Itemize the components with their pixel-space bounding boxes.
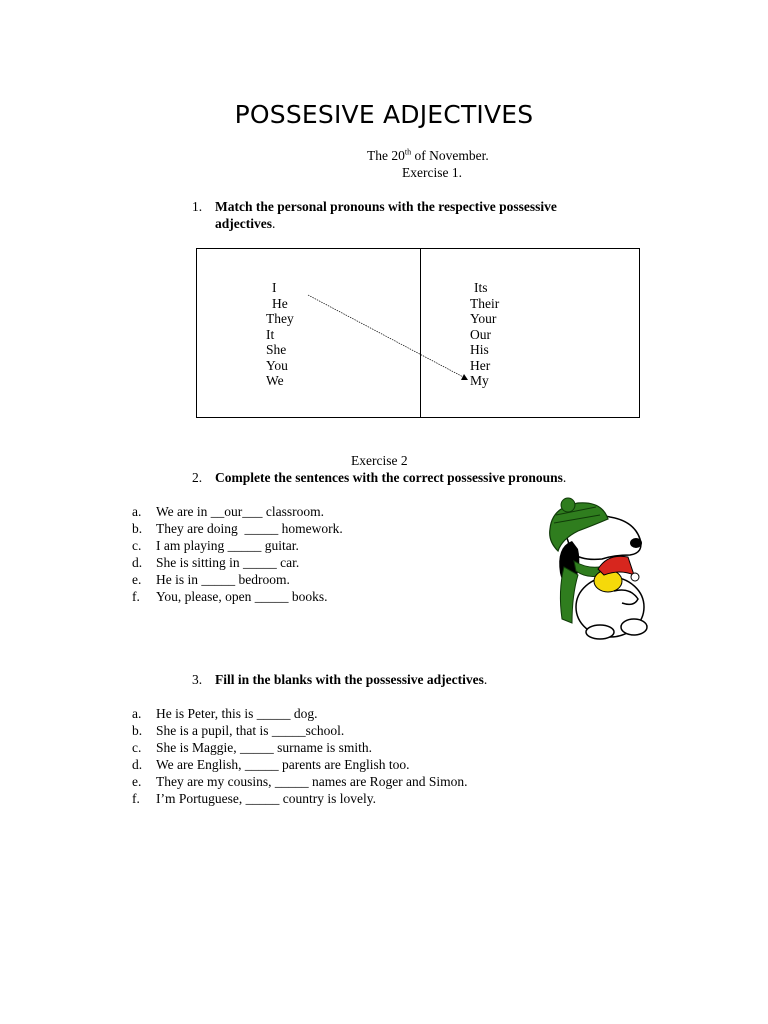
list-text: They are doing _____ homework. — [156, 521, 343, 536]
list-text: He is in _____ bedroom. — [156, 572, 290, 587]
list-text: I am playing _____ guitar. — [156, 538, 299, 553]
green-scarf-icon — [560, 567, 578, 623]
question1-number: 1. — [192, 199, 203, 214]
exercise1-label: Exercise 1. — [402, 165, 462, 180]
pronoun-item: It — [266, 326, 275, 342]
question1-line2-text: adjectives — [215, 216, 272, 231]
list-item — [132, 554, 532, 571]
question3-number: 3. — [192, 672, 203, 687]
exercise3-list — [132, 705, 582, 807]
list-marker: f. — [132, 589, 140, 604]
snoopy-woodstock-winter-illustration — [538, 495, 658, 645]
date-line — [367, 148, 489, 164]
pronoun-item: He — [272, 295, 288, 311]
list-marker: b. — [132, 521, 143, 536]
question2-number: 2. — [192, 470, 203, 485]
list-text: They are my cousins, _____ names are Roger and Simon. — [156, 774, 468, 789]
list-item — [132, 739, 582, 756]
exercise2-list — [132, 503, 532, 605]
snoopy-foot-shape — [621, 619, 647, 635]
list-marker: f. — [132, 791, 140, 806]
list-text: She is Maggie, _____ surname is smith. — [156, 740, 372, 755]
list-marker: e. — [132, 774, 142, 789]
santa-hat-pompom-icon — [631, 573, 639, 581]
adjective-item: Their — [470, 295, 500, 311]
pronoun-item: We — [266, 373, 284, 388]
list-item — [132, 520, 532, 537]
list-text: She is sitting in _____ car. — [156, 555, 300, 570]
question2-period: . — [562, 470, 567, 485]
list-text: We are in __our___ classroom. — [156, 504, 324, 519]
list-item — [132, 756, 582, 773]
list-item — [132, 773, 582, 790]
pronoun-item: They — [266, 311, 294, 326]
question2-text-bold: Complete the sentences with the correct possessive pronouns — [215, 470, 563, 485]
list-marker: c. — [132, 538, 142, 553]
list-item — [132, 571, 532, 588]
adjective-item: Our — [470, 326, 491, 342]
pronoun-item: I — [272, 280, 277, 295]
date-prefix: The 20 — [367, 148, 405, 163]
page-title-text: POSSESIVE ADJECTIVES — [234, 100, 534, 129]
hat-pompom-icon — [561, 498, 575, 512]
list-text: You, please, open _____ books. — [156, 589, 328, 604]
snoopy-nose-icon — [630, 538, 642, 548]
question3-text-bold: Fill in the blanks with the possessive adjectives — [215, 672, 484, 687]
list-marker: b. — [132, 723, 143, 738]
adjective-item: Her — [470, 357, 491, 373]
list-item — [132, 790, 582, 807]
question1-text-line2 — [215, 216, 275, 232]
question2-text — [215, 470, 566, 486]
date-suffix: of November. — [411, 148, 489, 163]
adjective-item: My — [470, 373, 489, 388]
question1-period: . — [271, 216, 276, 231]
list-item — [132, 503, 532, 520]
list-item — [132, 588, 532, 605]
matching-table — [196, 248, 640, 418]
list-text: We are English, _____ parents are English too. — [156, 757, 410, 772]
list-marker: c. — [132, 740, 142, 755]
question3-period: . — [483, 672, 488, 687]
list-marker: e. — [132, 572, 142, 587]
list-marker: d. — [132, 757, 143, 772]
list-item — [132, 537, 532, 554]
adjective-item: His — [470, 342, 489, 357]
pronoun-item: She — [266, 342, 287, 357]
snoopy-foot-shape — [586, 625, 614, 639]
list-item — [132, 722, 582, 739]
list-text: She is a pupil, that is _____school. — [156, 723, 345, 738]
arrow-line — [308, 295, 467, 379]
adjective-item: Its — [474, 280, 488, 295]
page-title — [0, 100, 768, 129]
list-marker: a. — [132, 706, 142, 721]
list-text: He is Peter, this is _____ dog. — [156, 706, 318, 721]
question3-text — [215, 672, 487, 688]
exercise2-label: Exercise 2 — [351, 453, 408, 468]
date-superscript: th — [404, 147, 412, 157]
question1-text-line1: Match the personal pronouns with the respective possessive — [215, 199, 557, 214]
example-match-arrow — [197, 249, 641, 419]
list-marker: a. — [132, 504, 142, 519]
adjective-item: Your — [470, 311, 497, 326]
list-text: I’m Portuguese, _____ country is lovely. — [156, 791, 376, 806]
list-marker: d. — [132, 555, 143, 570]
arrowhead-icon — [461, 374, 468, 380]
list-item — [132, 705, 582, 722]
pronoun-item: You — [266, 357, 288, 373]
